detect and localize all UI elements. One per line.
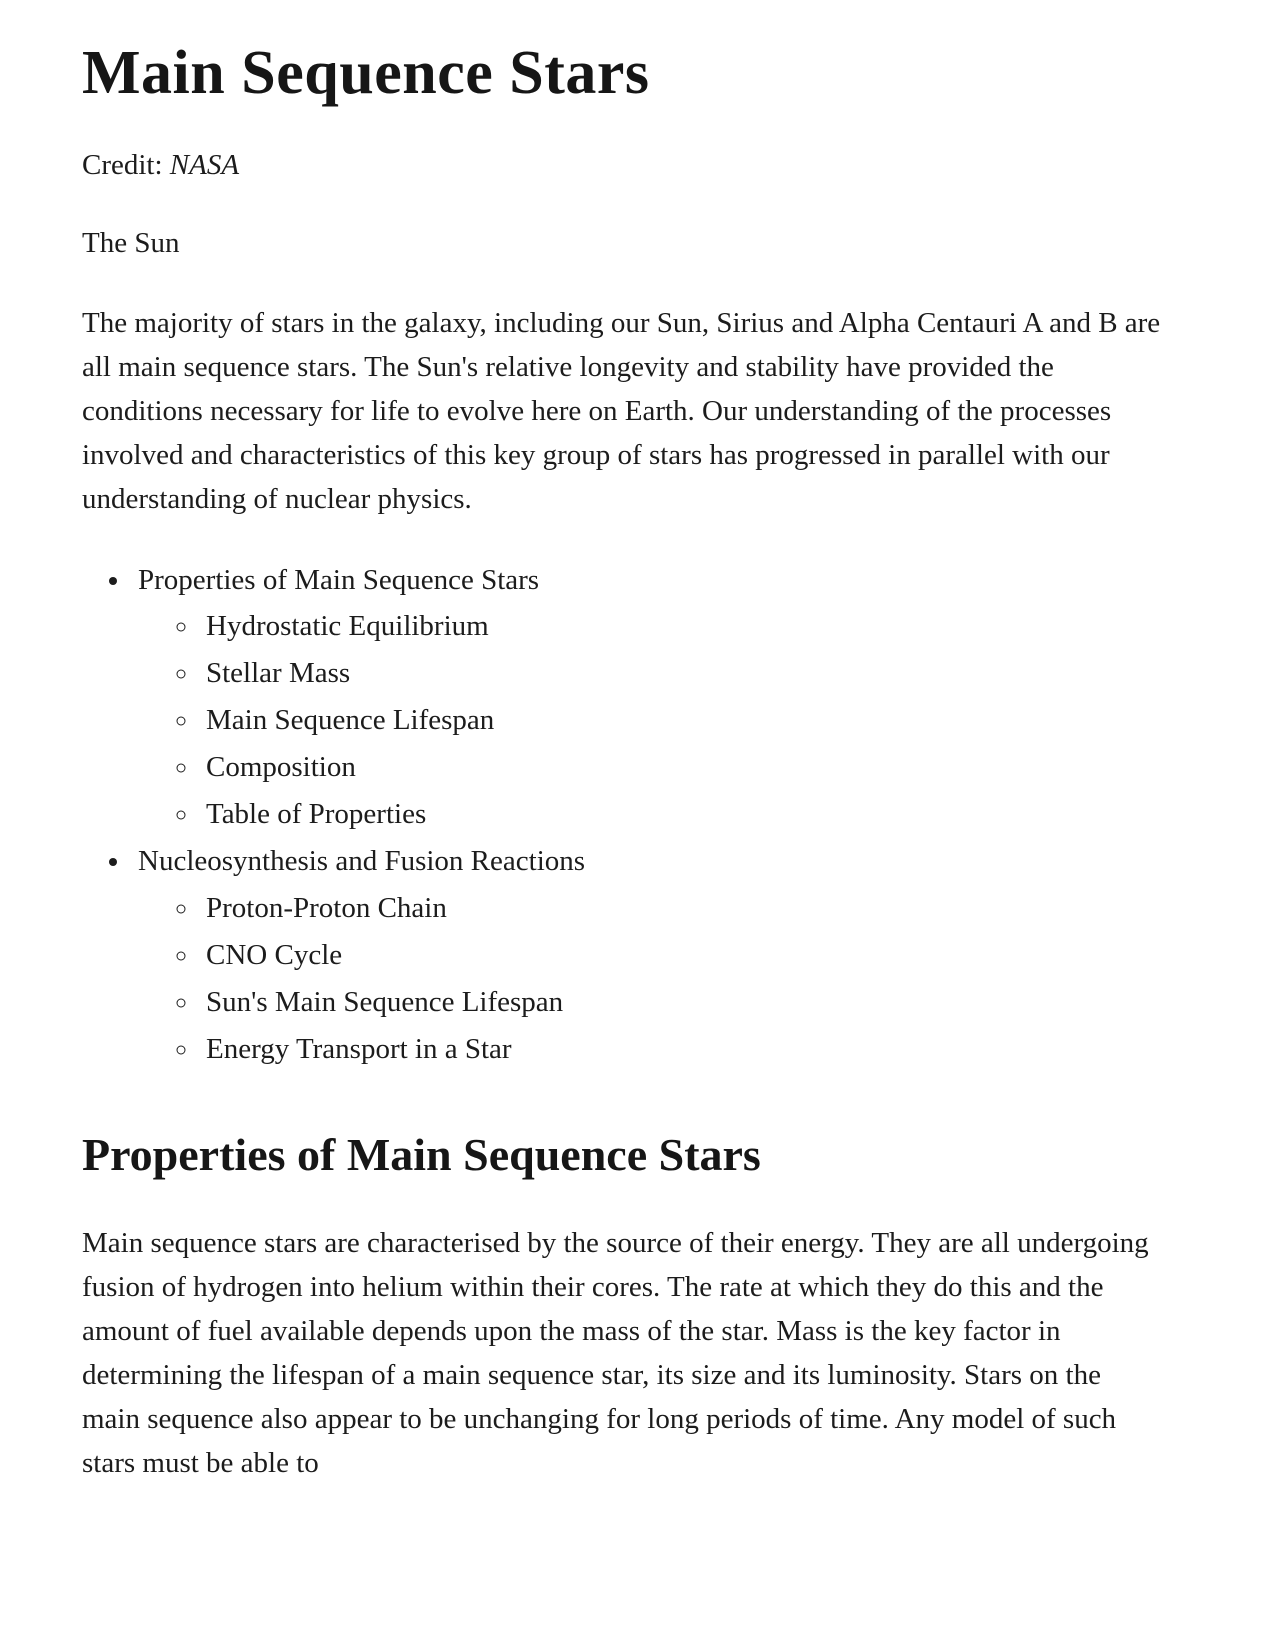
toc-subitem: ◦ Main Sequence Lifespan (200, 698, 1162, 743)
section-paragraph: Main sequence stars are characterised by the source of their energy. They are all undergoing fusion of hydrogen into helium within their cores. The rate at which they do this and the amount of fuel available depends upon the mass of the star. Mass is the key factor in determining the lifespan of a main sequence star, its size and its luminosity. Stars on the main sequence also appear to be unchanging for long periods of time. Any model of such stars must be able to (82, 1226, 1149, 1480)
toc-item (132, 558, 1162, 838)
toc-list (82, 558, 1162, 1072)
intro-paragraph: The majority of stars in the galaxy, including our Sun, Sirius and Alpha Centauri A and B are all main sequence stars. The Sun's relative longevity and stability have provided the conditions necessary for life to evolve here on Earth. Our understanding of the processes involved and characteristics of this key group of stars has progressed in parallel with our understanding of nuclear physics. (82, 307, 1161, 516)
toc-subitem: ◦ Stellar Mass (200, 651, 1162, 696)
credit-label: Credit: (82, 149, 170, 181)
toc-sublist (138, 886, 1162, 1072)
toc-subitem: ◦ CNO Cycle (200, 933, 1162, 978)
page-title: Main Sequence Stars (82, 39, 650, 107)
toc-subitem: ◦ Hydrostatic Equilibrium (200, 604, 1162, 649)
toc-subitem: ◦ Composition (200, 745, 1162, 790)
toc-subitem: ◦ Energy Transport in a Star (200, 1027, 1162, 1072)
credit-value: NASA (169, 149, 240, 181)
toc-subitem: ◦ Table of Properties (200, 792, 1162, 837)
credit-line (82, 143, 1162, 187)
toc-subitem: ◦ Proton-Proton Chain (200, 886, 1162, 931)
image-caption: The Sun (82, 227, 180, 260)
toc-subitem: ◦ Sun's Main Sequence Lifespan (200, 980, 1162, 1025)
toc-item-label: Properties of Main Sequence Stars (138, 563, 540, 596)
toc-sublist (138, 604, 1162, 837)
section-heading: Properties of Main Sequence Stars (82, 1128, 761, 1180)
toc-item (132, 839, 1162, 1072)
toc-item-label: Nucleosynthesis and Fusion Reactions (138, 845, 586, 878)
